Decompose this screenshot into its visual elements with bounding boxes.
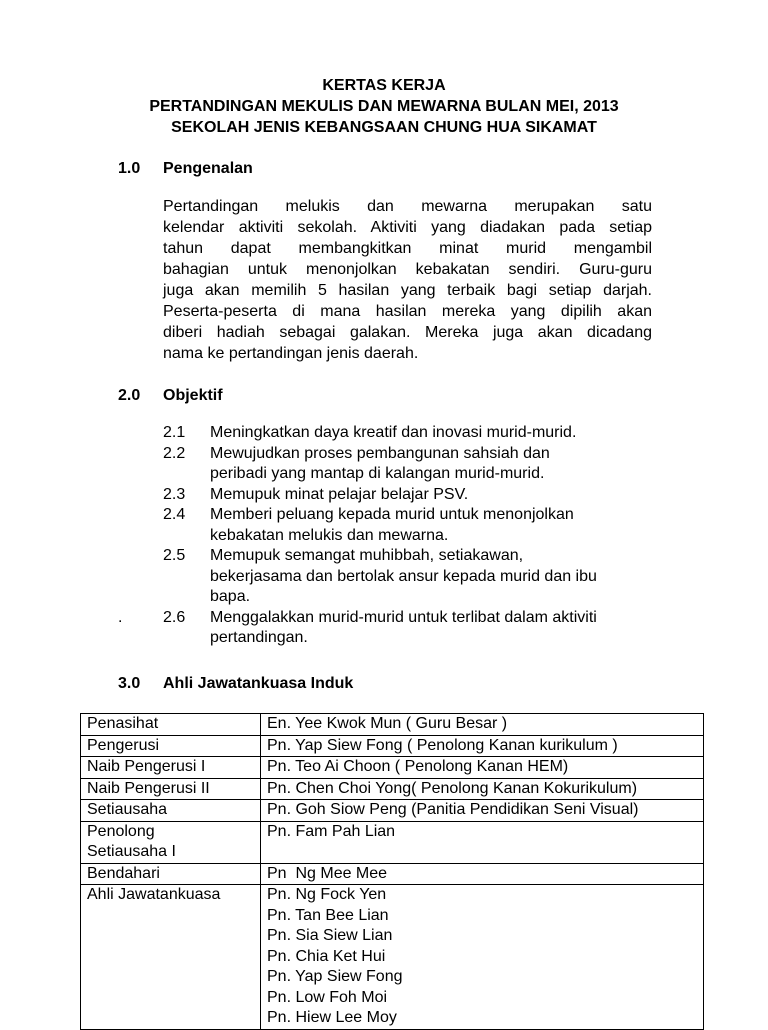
paragraph-line: tahun dapat membangkitkan minat murid mengambil bbox=[163, 240, 652, 257]
member-name: Pn. Yap Siew Fong ( Penolong Kanan kurikulum ) bbox=[267, 736, 618, 754]
objective-number: 2.6 bbox=[163, 608, 186, 626]
member-name: Pn Ng Mee Mee bbox=[267, 864, 388, 882]
objective-number: 2.3 bbox=[163, 485, 186, 503]
table-row bbox=[81, 800, 704, 822]
objective-item bbox=[163, 444, 683, 485]
objective-text: kebakatan melukis dan mewarna. bbox=[210, 526, 449, 544]
role-cell: Setiausaha bbox=[81, 800, 261, 822]
role-cell: Bendahari bbox=[81, 863, 261, 885]
objective-list bbox=[163, 423, 683, 649]
objective-text: peribadi yang mantap di kalangan murid-murid. bbox=[210, 465, 545, 482]
section-3-title: Ahli Jawatankuasa Induk bbox=[163, 675, 354, 692]
objective-text: Mewujudkan proses pembangunan sahsiah dan bbox=[210, 444, 550, 462]
role-cell: Ahli Jawatankuasa bbox=[81, 885, 261, 1030]
section-1-title: Pengenalan bbox=[163, 160, 253, 177]
member-cell bbox=[261, 757, 704, 779]
paragraph-line: kelendar aktiviti sekolah. Aktiviti yang diadakan pada setiap bbox=[163, 219, 652, 236]
member-cell bbox=[261, 735, 704, 757]
objective-number: 2.1 bbox=[163, 424, 186, 441]
member-name: Pn. Chia Ket Hui bbox=[267, 947, 386, 965]
paragraph-line: nama ke pertandingan jenis daerah. bbox=[163, 345, 419, 362]
member-cell bbox=[261, 863, 704, 885]
table-row bbox=[81, 821, 704, 863]
objective-number: 2.2 bbox=[163, 444, 186, 462]
member-cell bbox=[261, 714, 704, 736]
member-name: Pn. Fam Pah Lian bbox=[267, 822, 396, 840]
table-row bbox=[81, 735, 704, 757]
member-name: Pn. Teo Ai Choon ( Penolong Kanan HEM) bbox=[267, 758, 569, 775]
section-1-paragraph bbox=[163, 196, 652, 364]
member-cell bbox=[261, 885, 704, 1030]
role-cell: Penolong Setiausaha I bbox=[81, 821, 261, 863]
member-cell bbox=[261, 778, 704, 800]
member-name: Pn. Tan Bee Lian bbox=[267, 906, 389, 924]
table-row bbox=[81, 778, 704, 800]
member-name: Pn. Sia Siew Lian bbox=[267, 927, 393, 944]
member-name: Pn. Yap Siew Fong bbox=[267, 968, 403, 985]
doc-title-line1: KERTAS KERJA bbox=[322, 77, 446, 94]
objective-number: 2.5 bbox=[163, 547, 186, 564]
section-2-title: Objektif bbox=[163, 387, 223, 404]
section-3-heading bbox=[118, 673, 353, 694]
objective-item bbox=[163, 505, 683, 546]
member-name: Pn. Ng Fock Yen bbox=[267, 886, 387, 903]
table-row bbox=[81, 714, 704, 736]
paragraph-line: Pertandingan melukis dan mewarna merupakan satu bbox=[163, 198, 652, 215]
doc-title-line3: SEKOLAH JENIS KEBANGSAAN CHUNG HUA SIKAMAT bbox=[171, 119, 597, 136]
objective-text: Memupuk minat pelajar belajar PSV. bbox=[210, 485, 469, 503]
member-cell bbox=[261, 821, 704, 863]
section-3-number: 3.0 bbox=[118, 675, 141, 692]
role-cell: Naib Pengerusi I bbox=[81, 757, 261, 779]
table-row bbox=[81, 757, 704, 779]
objective-item bbox=[163, 608, 683, 649]
member-name: Pn. Hiew Lee Moy bbox=[267, 1009, 397, 1026]
role-cell: Pengerusi bbox=[81, 735, 261, 757]
doc-title-line2: PERTANDINGAN MEKULIS DAN MEWARNA BULAN MEI, 2013 bbox=[149, 98, 619, 115]
objective-text: Memupuk semangat muhibbah, setiakawan, bbox=[210, 547, 524, 564]
paragraph-line: Peserta-peserta di mana hasilan mereka yang dipilih akan bbox=[163, 303, 652, 320]
objective-text: bekerjasama dan bertolak ansur kepada murid dan ibu bbox=[210, 567, 597, 585]
member-name: Pn. Goh Siow Peng (Panitia Pendidikan Seni Visual) bbox=[267, 801, 639, 818]
objective-item bbox=[163, 546, 683, 608]
objective-number: 2.4 bbox=[163, 506, 186, 523]
role-cell: Penasihat bbox=[81, 714, 261, 736]
objective-text: bapa. bbox=[210, 588, 251, 605]
objective-item bbox=[163, 423, 683, 444]
committee-table bbox=[80, 713, 704, 1030]
paragraph-line: juga akan memilih 5 hasilan yang terbaik bagi setiap darjah. bbox=[163, 282, 652, 299]
objective-item bbox=[163, 485, 683, 506]
objective-text: pertandingan. bbox=[210, 629, 308, 646]
objective-text: Memberi peluang kepada murid untuk menonjolkan bbox=[210, 506, 574, 523]
objective-text: Meningkatkan daya kreatif dan inovasi murid-murid. bbox=[210, 424, 577, 441]
role-cell: Naib Pengerusi II bbox=[81, 778, 261, 800]
member-name: Pn. Low Foh Moi bbox=[267, 988, 388, 1006]
table-row bbox=[81, 885, 704, 1030]
stray-bullet: . bbox=[118, 609, 123, 626]
section-1-number: 1.0 bbox=[118, 160, 141, 177]
paragraph-line: diberi hadiah sebagai galakan. Mereka juga akan dicadang bbox=[163, 324, 652, 341]
member-name: En. Yee Kwok Mun ( Guru Besar ) bbox=[267, 715, 508, 732]
section-1-heading bbox=[118, 158, 253, 179]
objective-text: Menggalakkan murid-murid untuk terlibat dalam aktiviti bbox=[210, 608, 597, 626]
paragraph-line: bahagian untuk menonjolkan kebakatan sendiri. Guru-guru bbox=[163, 261, 652, 278]
section-2-heading bbox=[118, 385, 223, 406]
table-row bbox=[81, 863, 704, 885]
section-2-number: 2.0 bbox=[118, 387, 141, 404]
member-cell bbox=[261, 800, 704, 822]
member-name: Pn. Chen Choi Yong( Penolong Kanan Kokurikulum) bbox=[267, 779, 638, 797]
